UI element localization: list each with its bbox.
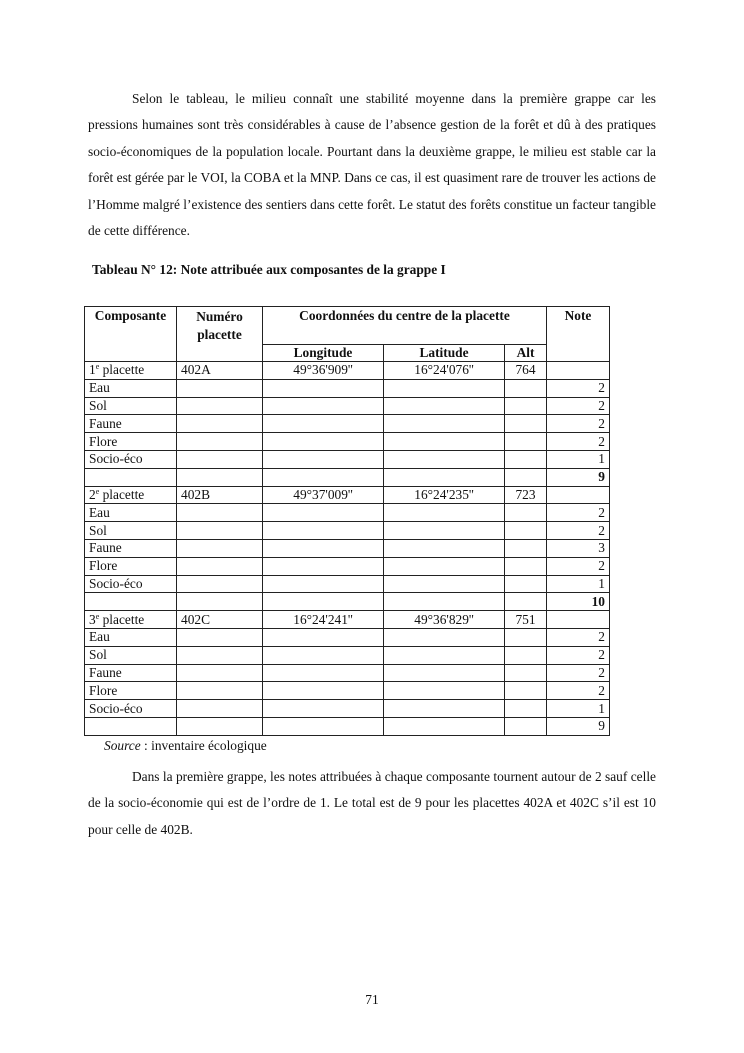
empty-cell <box>505 539 547 557</box>
component-note: 2 <box>547 522 610 540</box>
component-name: Flore <box>85 682 177 700</box>
component-name: Eau <box>85 379 177 397</box>
empty-cell <box>384 415 505 433</box>
component-note: 2 <box>547 397 610 415</box>
header-longitude: Longitude <box>263 345 384 362</box>
empty-cell <box>505 664 547 682</box>
empty-cell <box>263 557 384 575</box>
note-cell <box>547 362 610 380</box>
component-note: 2 <box>547 628 610 646</box>
placette-word: placette <box>99 611 145 627</box>
numero-cell: 402C <box>177 611 263 629</box>
empty-cell <box>384 379 505 397</box>
empty-cell <box>177 379 263 397</box>
empty-cell <box>384 593 505 611</box>
alt-cell: 751 <box>505 611 547 629</box>
component-name: Faune <box>85 539 177 557</box>
empty-cell <box>263 682 384 700</box>
header-alt: Alt <box>505 345 547 362</box>
component-row <box>85 575 610 593</box>
component-name: Sol <box>85 646 177 664</box>
empty-cell <box>505 415 547 433</box>
empty-cell <box>85 593 177 611</box>
empty-cell <box>177 646 263 664</box>
empty-cell <box>177 415 263 433</box>
empty-cell <box>177 468 263 486</box>
empty-cell <box>384 682 505 700</box>
component-row <box>85 433 610 451</box>
component-row <box>85 557 610 575</box>
source-label: Source <box>104 738 141 753</box>
placette-row <box>85 362 610 380</box>
empty-cell <box>384 468 505 486</box>
component-row <box>85 397 610 415</box>
empty-cell <box>505 504 547 522</box>
empty-cell <box>177 504 263 522</box>
alt-cell: 764 <box>505 362 547 380</box>
empty-cell <box>384 433 505 451</box>
empty-cell <box>384 700 505 718</box>
total-row <box>85 717 610 735</box>
placette-word: placette <box>99 486 145 502</box>
component-note: 2 <box>547 415 610 433</box>
note-cell <box>547 611 610 629</box>
empty-cell <box>263 379 384 397</box>
component-name: Flore <box>85 557 177 575</box>
empty-cell <box>263 664 384 682</box>
header-coordonnees: Coordonnées du centre de la placette <box>263 307 547 345</box>
component-note: 2 <box>547 504 610 522</box>
total-note: 9 <box>547 468 610 486</box>
empty-cell <box>263 415 384 433</box>
component-row <box>85 522 610 540</box>
component-note: 1 <box>547 450 610 468</box>
empty-cell <box>505 397 547 415</box>
placette-number: 3 <box>89 611 96 627</box>
empty-cell <box>384 557 505 575</box>
empty-cell <box>177 433 263 451</box>
header-note: Note <box>547 307 610 362</box>
alt-cell: 723 <box>505 486 547 504</box>
component-name: Eau <box>85 504 177 522</box>
table-body <box>85 362 610 736</box>
empty-cell <box>384 504 505 522</box>
component-row <box>85 379 610 397</box>
empty-cell <box>263 700 384 718</box>
placette-ordinal: e <box>95 486 100 496</box>
empty-cell <box>263 433 384 451</box>
empty-cell <box>177 628 263 646</box>
empty-cell <box>505 557 547 575</box>
empty-cell <box>505 646 547 664</box>
component-name: Eau <box>85 628 177 646</box>
empty-cell <box>505 433 547 451</box>
empty-cell <box>177 575 263 593</box>
empty-cell <box>263 717 384 735</box>
empty-cell <box>384 628 505 646</box>
empty-cell <box>384 539 505 557</box>
total-row <box>85 593 610 611</box>
component-row <box>85 504 610 522</box>
total-row <box>85 468 610 486</box>
latitude-cell: 16°24'235'' <box>384 486 505 504</box>
component-note: 3 <box>547 539 610 557</box>
header-latitude: Latitude <box>384 345 505 362</box>
empty-cell <box>263 575 384 593</box>
empty-cell <box>505 593 547 611</box>
component-row <box>85 646 610 664</box>
component-note: 1 <box>547 700 610 718</box>
component-row <box>85 664 610 682</box>
empty-cell <box>263 397 384 415</box>
placette-row <box>85 486 610 504</box>
component-name: Socio-éco <box>85 575 177 593</box>
empty-cell <box>263 539 384 557</box>
paragraph-conclusion: Dans la première grappe, les notes attribuées à chaque composante tournent autour de 2 sauf celle de la socio-économie qui est de l’ordre de 1. Le total est de 9 pour les placettes 402A et 402C s’il est 10 pour celle de 402B. <box>88 769 656 837</box>
component-note: 1 <box>547 575 610 593</box>
empty-cell <box>384 717 505 735</box>
paragraph-intro: Selon le tableau, le milieu connaît une stabilité moyenne dans la première grappe car les pressions humaines sont très considérables à cause de l’absence gestion de la forêt et dû à des pratiques socio-économiques de la population locale. Pourtant dans la deuxième grappe, le milieu est stable car la forêt est gérée par le VOI, la COBA et la MNP. Dans ce cas, il est quasiment rare de trouver les actions de l’Homme malgré l’existence des sentiers dans cette forêt. Le statut des forêts constitue un facteur tangible de cette différence. <box>88 91 656 239</box>
longitude-cell: 49°37'009'' <box>263 486 384 504</box>
longitude-cell: 16°24'241'' <box>263 611 384 629</box>
empty-cell <box>505 468 547 486</box>
component-row <box>85 415 610 433</box>
header-composante: Composante <box>85 307 177 362</box>
placette-label <box>85 362 177 380</box>
component-note: 2 <box>547 379 610 397</box>
empty-cell <box>505 682 547 700</box>
empty-cell <box>85 717 177 735</box>
empty-cell <box>263 504 384 522</box>
empty-cell <box>263 593 384 611</box>
empty-cell <box>384 646 505 664</box>
component-note: 2 <box>547 557 610 575</box>
empty-cell <box>263 628 384 646</box>
component-row <box>85 539 610 557</box>
empty-cell <box>263 522 384 540</box>
placette-number: 1 <box>89 362 96 378</box>
component-note: 2 <box>547 433 610 451</box>
placette-label <box>85 486 177 504</box>
empty-cell <box>505 700 547 718</box>
empty-cell <box>177 664 263 682</box>
latitude-cell: 16°24'076'' <box>384 362 505 380</box>
component-note: 2 <box>547 664 610 682</box>
empty-cell <box>177 397 263 415</box>
numero-cell: 402A <box>177 362 263 380</box>
latitude-cell: 49°36'829'' <box>384 611 505 629</box>
empty-cell <box>384 575 505 593</box>
empty-cell <box>177 522 263 540</box>
component-note: 2 <box>547 682 610 700</box>
notes-table <box>84 306 610 736</box>
component-name: Faune <box>85 415 177 433</box>
empty-cell <box>384 450 505 468</box>
empty-cell <box>263 468 384 486</box>
empty-cell <box>177 450 263 468</box>
empty-cell <box>177 593 263 611</box>
header-numero-placette: Numéro placette <box>177 307 263 362</box>
component-name: Sol <box>85 397 177 415</box>
page-number: 71 <box>365 992 379 1007</box>
empty-cell <box>505 450 547 468</box>
empty-cell <box>384 397 505 415</box>
component-name: Sol <box>85 522 177 540</box>
empty-cell <box>177 539 263 557</box>
empty-cell <box>85 468 177 486</box>
empty-cell <box>177 700 263 718</box>
empty-cell <box>263 450 384 468</box>
placette-ordinal: e <box>95 611 100 621</box>
total-note: 10 <box>547 593 610 611</box>
longitude-cell: 49°36'909'' <box>263 362 384 380</box>
empty-cell <box>177 557 263 575</box>
empty-cell <box>505 522 547 540</box>
empty-cell <box>505 575 547 593</box>
empty-cell <box>505 628 547 646</box>
empty-cell <box>505 717 547 735</box>
table-caption: Tableau N° 12: Note attribuée aux composantes de la grappe I <box>92 262 446 277</box>
placette-number: 2 <box>89 486 96 502</box>
component-row <box>85 700 610 718</box>
empty-cell <box>384 522 505 540</box>
placette-word: placette <box>99 362 145 378</box>
component-row <box>85 628 610 646</box>
empty-cell <box>263 646 384 664</box>
component-note: 2 <box>547 646 610 664</box>
component-row <box>85 450 610 468</box>
component-name: Socio-éco <box>85 450 177 468</box>
empty-cell <box>384 664 505 682</box>
component-name: Flore <box>85 433 177 451</box>
component-row <box>85 682 610 700</box>
total-note: 9 <box>547 717 610 735</box>
table-source <box>104 738 267 754</box>
note-cell <box>547 486 610 504</box>
placette-ordinal: e <box>95 362 100 372</box>
empty-cell <box>177 717 263 735</box>
placette-label <box>85 611 177 629</box>
empty-cell <box>505 379 547 397</box>
component-name: Socio-éco <box>85 700 177 718</box>
numero-cell: 402B <box>177 486 263 504</box>
placette-row <box>85 611 610 629</box>
empty-cell <box>177 682 263 700</box>
component-name: Faune <box>85 664 177 682</box>
source-text: : inventaire écologique <box>140 738 267 753</box>
